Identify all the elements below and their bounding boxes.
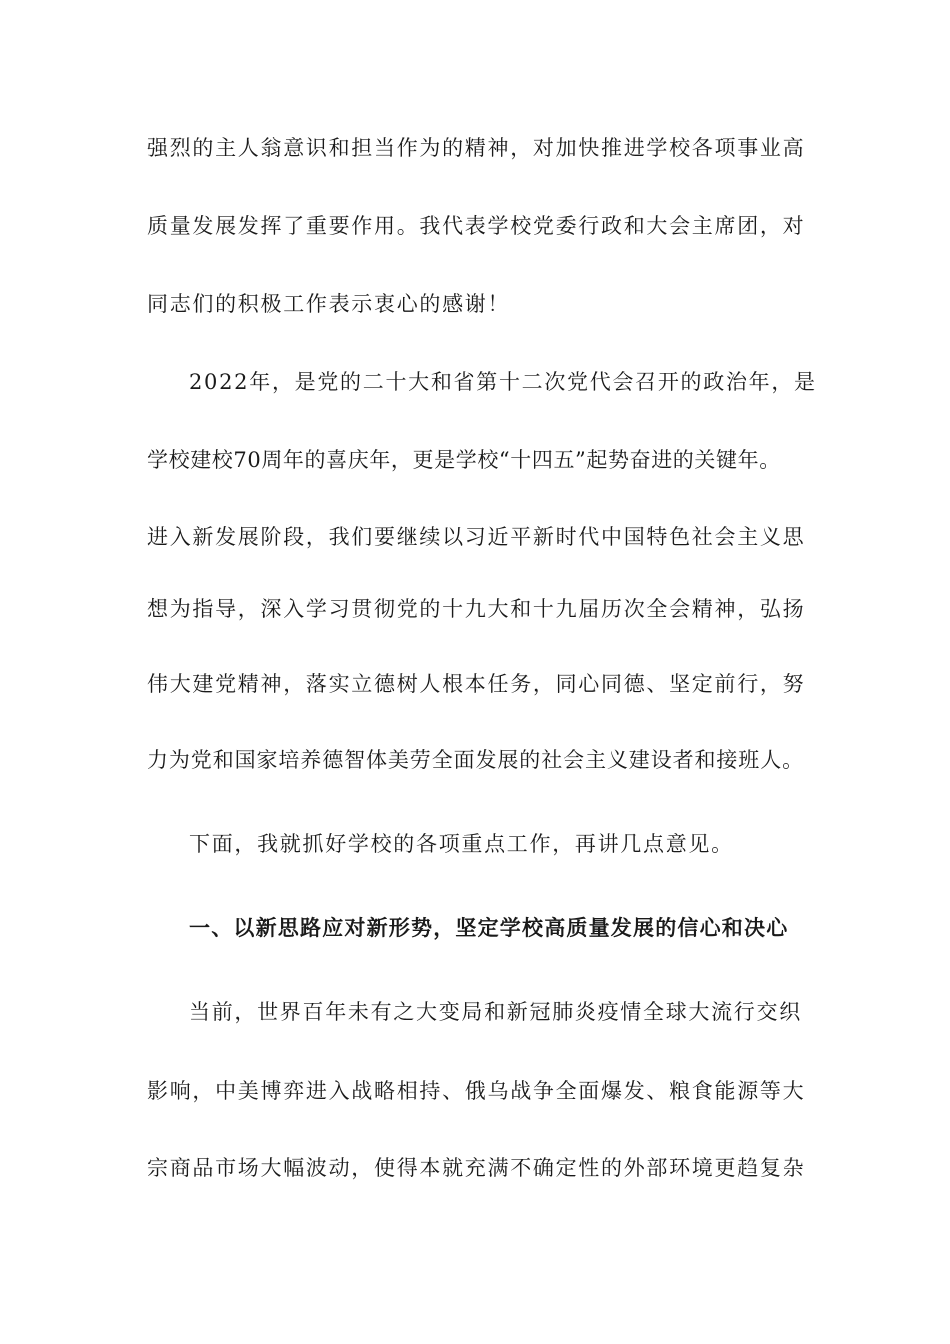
section-heading: 一、以新思路应对新形势，坚定学校高质量发展的信心和决心	[189, 915, 789, 940]
paragraph-2-line-6: 力为党和国家培养德智体美劳全面发展的社会主义建设者和接班人。	[147, 748, 804, 772]
paragraph-2-line-1: 2022年，是党的二十大和省第十二次党代会召开的政治年，是	[189, 370, 817, 394]
paragraph-2-line-2: 学校建校70周年的喜庆年，更是学校“十四五”起势奋进的关键年。	[147, 448, 781, 472]
paragraph-2-line-3: 进入新发展阶段，我们要继续以习近平新时代中国特色社会主义思	[147, 525, 806, 549]
paragraph-4-line-3: 宗商品市场大幅波动，使得本就充满不确定性的外部环境更趋复杂	[147, 1156, 806, 1180]
paragraph-1-line-3: 同志们的积极工作表示衷心的感谢！	[147, 292, 511, 316]
paragraph-2-line-5: 伟大建党精神，落实立德树人根本任务，同心同德、坚定前行，努	[147, 672, 806, 696]
paragraph-1-line-1: 强烈的主人翁意识和担当作为的精神，对加快推进学校各项事业高	[147, 136, 806, 160]
paragraph-2-line-4: 想为指导，深入学习贯彻党的十九大和十九届历次全会精神，弘扬	[147, 597, 806, 621]
paragraph-3-line-1: 下面，我就抓好学校的各项重点工作，再讲几点意见。	[189, 832, 734, 856]
paragraph-1-line-2: 质量发展发挥了重要作用。我代表学校党委行政和大会主席团，对	[147, 214, 806, 238]
paragraph-4-line-1: 当前，世界百年未有之大变局和新冠肺炎疫情全球大流行交织	[189, 1000, 802, 1024]
paragraph-4-line-2: 影响，中美博弈进入战略相持、俄乌战争全面爆发、粮食能源等大	[147, 1079, 806, 1103]
